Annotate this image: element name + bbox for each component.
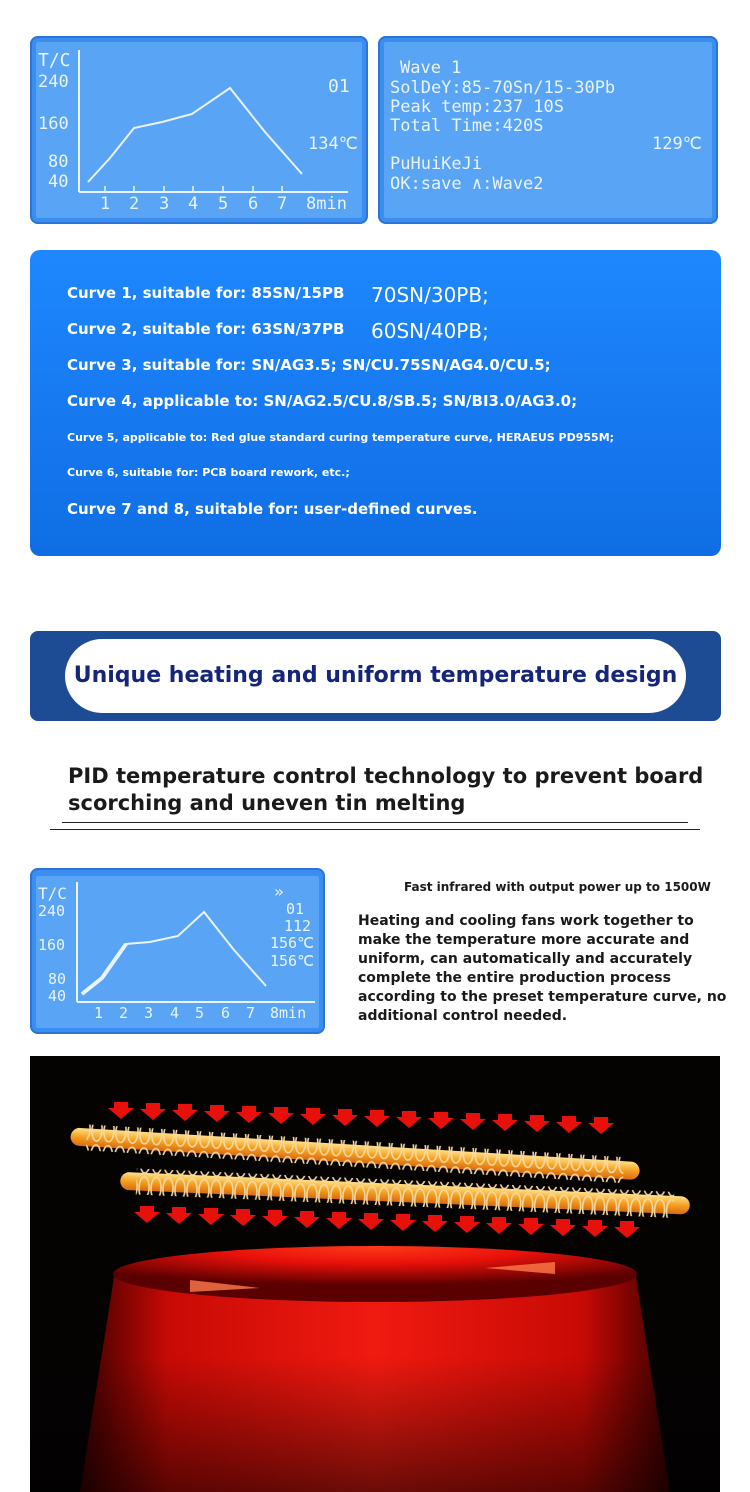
- lcd-temperature: 134℃: [308, 134, 358, 154]
- lcd-axis-label: T/C: [38, 50, 71, 71]
- lcd-y-tick: 80: [48, 152, 69, 172]
- lcd-temperature-curve: [82, 912, 266, 994]
- spec-curve-1: Curve 1, suitable for: 85SN/15PB: [67, 284, 345, 302]
- lcd-curve-number: 01: [328, 76, 350, 97]
- banner-title: Unique heating and uniform temperature design: [73, 663, 678, 688]
- spec-curve-2-extra: 60SN/40PB;: [371, 319, 489, 343]
- heater-illustration: [30, 1056, 720, 1492]
- lcd-y-tick: 40: [48, 987, 67, 1005]
- lcd-x-tick: 2: [119, 1004, 129, 1022]
- lcd-curve-display: [30, 36, 368, 224]
- divider-line: [50, 829, 700, 830]
- spec-curve-3: Curve 3, suitable for: SN/AG3.5; SN/CU.75SN/AG4.0/CU.5;: [67, 356, 551, 374]
- heater-graphic: [30, 1056, 720, 1492]
- lcd-y-tick: 160: [38, 936, 66, 954]
- lcd-x-tick: 5: [195, 1004, 205, 1022]
- lcd-temperature: 156℃: [270, 952, 314, 970]
- section-banner: [30, 631, 721, 721]
- lcd-peak-temp-line: Peak temp:237 10S: [390, 97, 564, 117]
- lcd-y-tick: 40: [48, 172, 69, 192]
- lcd-x-tick: 8min: [270, 1004, 307, 1022]
- lcd-small-curve-display: [30, 868, 325, 1034]
- lcd-y-tick: 160: [38, 114, 69, 134]
- lcd-wave-info-display: [378, 36, 718, 224]
- lcd-x-tick: 1: [94, 1004, 104, 1022]
- spec-curve-7-8: Curve 7 and 8, suitable for: user-defined curves.: [67, 500, 478, 518]
- lcd-x-tick: 6: [248, 194, 259, 214]
- lcd-x-tick: 7: [246, 1004, 256, 1022]
- spec-curve-2: Curve 2, suitable for: 63SN/37PB: [67, 320, 345, 338]
- lcd-x-tick: 3: [159, 194, 170, 214]
- lcd-value: 112: [284, 917, 312, 935]
- lcd-temperature: 129℃: [652, 134, 702, 154]
- lcd-x-tick: 8min: [306, 194, 347, 214]
- divider-line: [62, 822, 688, 823]
- spec-curve-1-extra: 70SN/30PB;: [371, 283, 489, 307]
- lcd-x-tick: 3: [144, 1004, 154, 1022]
- lcd-x-tick: 7: [277, 194, 288, 214]
- lcd-x-tick: 4: [188, 194, 199, 214]
- lcd-x-tick: 2: [129, 194, 140, 214]
- spec-curve-4: Curve 4, applicable to: SN/AG2.5/CU.8/SB.5; SN/BI3.0/AG3.0;: [67, 392, 578, 410]
- lcd-brand: PuHuiKeJi: [390, 154, 483, 174]
- banner-pill: [65, 639, 686, 713]
- curve-specs-panel: [30, 250, 721, 556]
- lcd-axis-label: T/C: [38, 884, 67, 903]
- lcd-curve-number: 01: [286, 900, 305, 918]
- spec-curve-6: Curve 6, suitable for: PCB board rework, etc.;: [67, 466, 350, 479]
- feature-description: Heating and cooling fans work together to make the temperature more accurate and uniform, can automatically and accurately complete the entire production process according to the preset temperature curve, no additional control needed.: [358, 913, 727, 1024]
- lcd-x-tick: 6: [221, 1004, 231, 1022]
- lcd-y-tick: 240: [38, 902, 66, 920]
- lcd-y-tick: 80: [48, 970, 67, 988]
- lcd-y-tick: 240: [38, 72, 69, 92]
- lcd-wave-title: Wave 1: [400, 58, 462, 78]
- lcd-solder-line: SolDeY:85-70Sn/15-30Pb: [390, 78, 616, 98]
- lcd-x-tick: 1: [100, 194, 111, 214]
- pid-heading: PID temperature control technology to prevent board scorching and uneven tin melting: [68, 764, 704, 815]
- lcd-footer: OK:save ∧:Wave2: [390, 174, 544, 194]
- lcd-total-time-line: Total Time:420S: [390, 116, 544, 136]
- lcd-x-tick: 4: [170, 1004, 180, 1022]
- lcd-temperature-curve: [88, 88, 302, 182]
- spec-curve-5: Curve 5, applicable to: Red glue standard curing temperature curve, HERAEUS PD955M;: [67, 431, 615, 444]
- power-caption: Fast infrared with output power up to 1500W: [404, 880, 711, 894]
- lcd-progress-curve: [82, 944, 126, 994]
- lcd-arrow-icon: »: [274, 882, 284, 901]
- lcd-temperature: 156℃: [270, 934, 314, 952]
- lcd-x-tick: 5: [218, 194, 229, 214]
